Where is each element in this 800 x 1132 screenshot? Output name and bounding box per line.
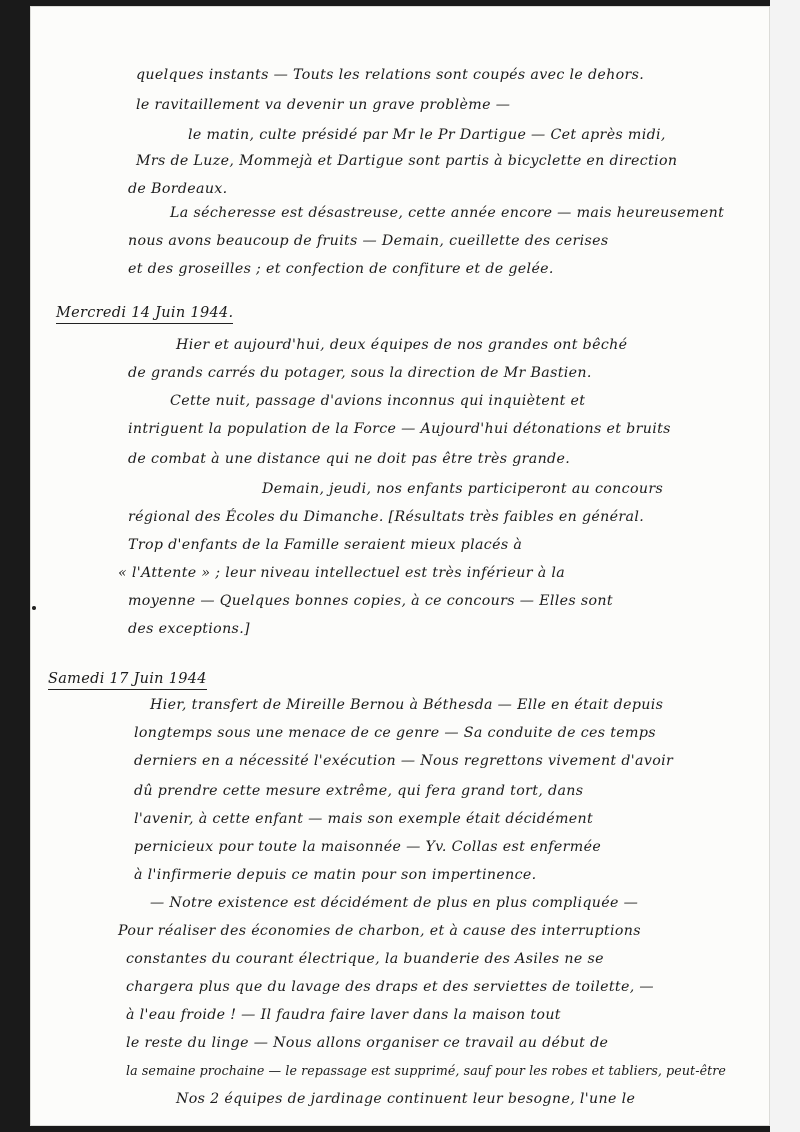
text-line: le reste du linge — Nous allons organiser ce travail au début de [126, 1035, 609, 1051]
text-line: constantes du courant électrique, la buanderie des Asiles ne se [126, 951, 604, 967]
text-line: Demain, jeudi, nos enfants participeront au concours [262, 481, 664, 497]
text-line: Hier et aujourd'hui, deux équipes de nos grandes ont bêché [176, 337, 628, 353]
text-line: de Bordeaux. [128, 181, 228, 197]
text-line: à l'infirmerie depuis ce matin pour son impertinence. [134, 867, 537, 883]
text-line: intriguent la population de la Force — Aujourd'hui détonations et bruits [128, 421, 671, 437]
text-line: La sécheresse est désastreuse, cette année encore — mais heureusement [170, 205, 725, 221]
handwritten-page [30, 6, 770, 1126]
text-line: de combat à une distance qui ne doit pas être très grande. [128, 451, 571, 467]
text-line: le matin, culte présidé par Mr le Pr Dartigue — Cet après midi, [188, 127, 666, 143]
text-line: quelques instants — Touts les relations sont coupés avec le dehors. [136, 67, 645, 83]
ink-mark [32, 606, 36, 610]
text-line: et des groseilles ; et confection de confiture et de gelée. [128, 261, 554, 277]
text-line: à l'eau froide ! — Il faudra faire laver dans la maison tout [126, 1007, 561, 1023]
text-line: Cette nuit, passage d'avions inconnus qui inquiètent et [170, 393, 586, 409]
text-line: nous avons beaucoup de fruits — Demain, cueillette des cerises [128, 233, 609, 249]
text-line: moyenne — Quelques bonnes copies, à ce concours — Elles sont [128, 593, 613, 609]
text-line: derniers en a nécessité l'exécution — Nous regrettons vivement d'avoir [134, 753, 674, 769]
text-line: l'avenir, à cette enfant — mais son exemple était décidément [134, 811, 594, 827]
text-line: des exceptions.] [128, 621, 250, 637]
text-line: dû prendre cette mesure extrême, qui fera grand tort, dans [134, 783, 584, 799]
text-line: Hier, transfert de Mireille Bernou à Béthesda — Elle en était depuis [150, 697, 664, 713]
text-line: pernicieux pour toute la maisonnée — Yv. Collas est enfermée [134, 839, 602, 855]
text-line: longtemps sous une menace de ce genre — Sa conduite de ces temps [134, 725, 656, 741]
text-line: de grands carrés du potager, sous la direction de Mr Bastien. [128, 365, 592, 381]
text-line: « l'Attente » ; leur niveau intellectuel est très inférieur à la [118, 565, 566, 581]
scan-border-right [770, 0, 800, 1132]
text-line: Pour réaliser des économies de charbon, et à cause des interruptions [118, 923, 641, 939]
text-line: la semaine prochaine — le repassage est supprimé, sauf pour les robes et tabliers, peut-être [126, 1063, 726, 1078]
text-line: — Notre existence est décidément de plus en plus compliquée — [150, 895, 639, 911]
text-line: Trop d'enfants de la Famille seraient mieux placés à [128, 537, 523, 553]
text-line: chargera plus que du lavage des draps et des serviettes de toilette, — [126, 979, 654, 995]
scan-border-left [0, 0, 30, 1132]
text-line: le ravitaillement va devenir un grave problème — [136, 97, 511, 113]
text-line: régional des Écoles du Dimanche. [Résultats très faibles en général. [128, 509, 645, 525]
entry-date: Samedi 17 Juin 1944 [48, 670, 207, 690]
text-line: Mrs de Luze, Mommejà et Dartigue sont partis à bicyclette en direction [136, 153, 678, 169]
entry-date: Mercredi 14 Juin 1944. [56, 304, 233, 324]
text-line: Nos 2 équipes de jardinage continuent leur besogne, l'une le [176, 1091, 636, 1107]
